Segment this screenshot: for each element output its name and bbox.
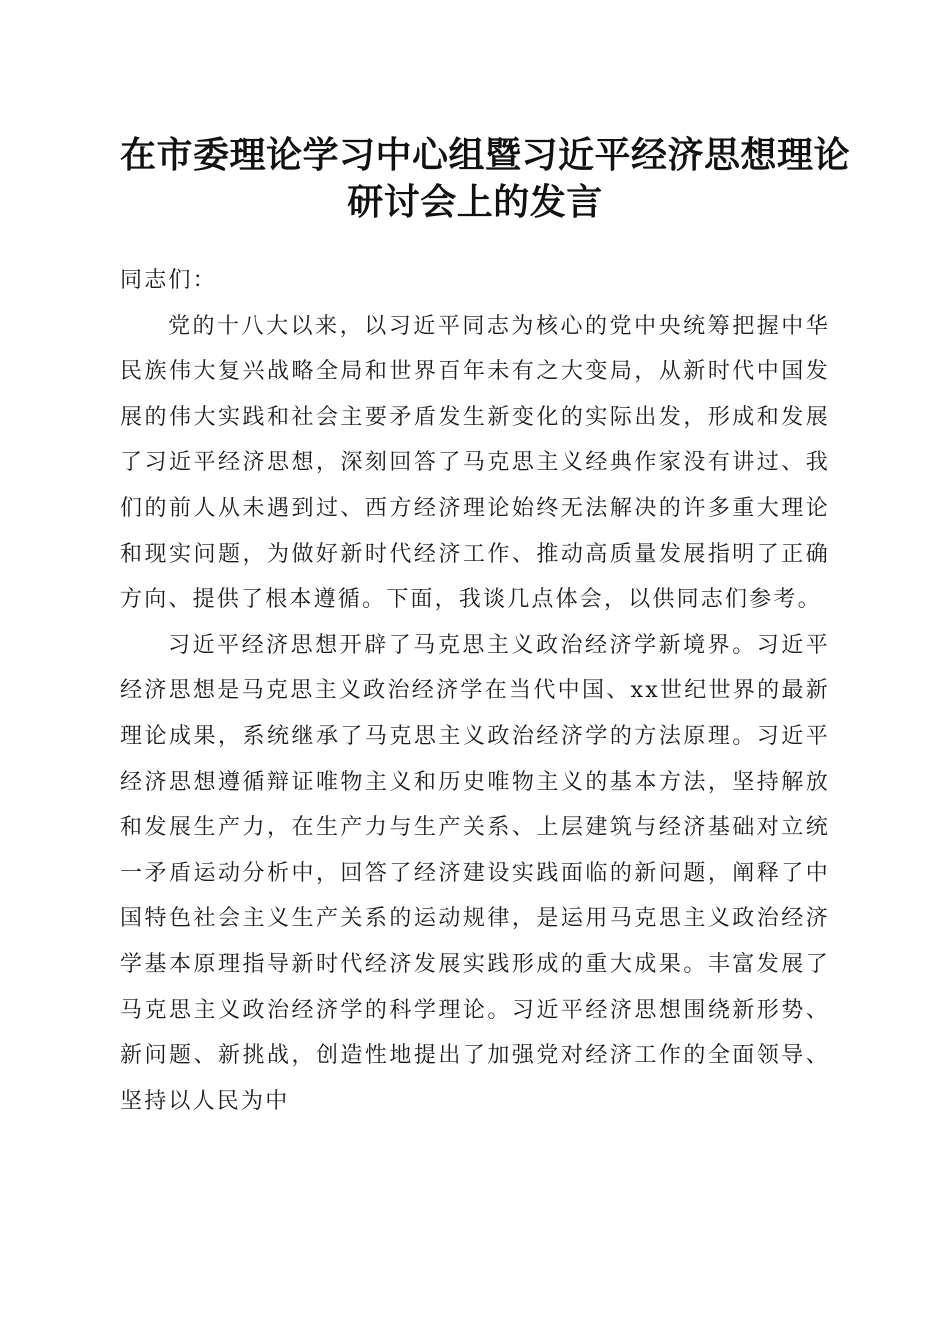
title-line-1: 在市委理论学习中心组暨习近平经济思想理论 [120,134,851,176]
document-body [120,258,830,1124]
salutation: 同志们： [120,268,217,293]
paragraph-1: 党的十八大以来，以习近平同志为核心的党中央统筹把握中华民族伟大复兴战略全局和世界百年未有之大变局，从新时代中国发展的伟大实践和社会主要矛盾发生新变化的实际出发，形成和发展了习近平经济思想，深刻回答了马克思主义经典作家没有讲过、我们的前人从未遇到过、西方经济理论始终无法解决的许多重大理论和现实问题，为做好新时代经济工作、推动高质量发展指明了正确方向、提供了根本遵循。下面，我谈几点体会，以供同志们参考。 [120,313,830,613]
title-line-2: 研讨会上的发言 [347,181,603,223]
document-page [120,132,851,1114]
document-title [120,132,851,226]
paragraph-2: 习近平经济思想开辟了马克思主义政治经济学新境界。习近平经济思想是马克思主义政治经济学在当代中国、xx世纪世界的最新理论成果，系统继承了马克思主义政治经济学的方法原理。习近平经济思想遵循辩证唯物主义和历史唯物主义的基本方法，坚持解放和发展生产力，在生产力与生产关系、上层建筑与经济基础对立统一矛盾运动分析中，回答了经济建设实践面临的新问题，阐释了中国特色社会主义生产关系的运动规律，是运用马克思主义政治经济学基本原理指导新时代经济发展实践形成的重大成果。丰富发展了马克思主义政治经济学的科学理论。习近平经济思想围绕新形势、新问题、新挑战，创造性地提出了加强党对经济工作的全面领导、坚持以人民为中 [120,632,830,1114]
